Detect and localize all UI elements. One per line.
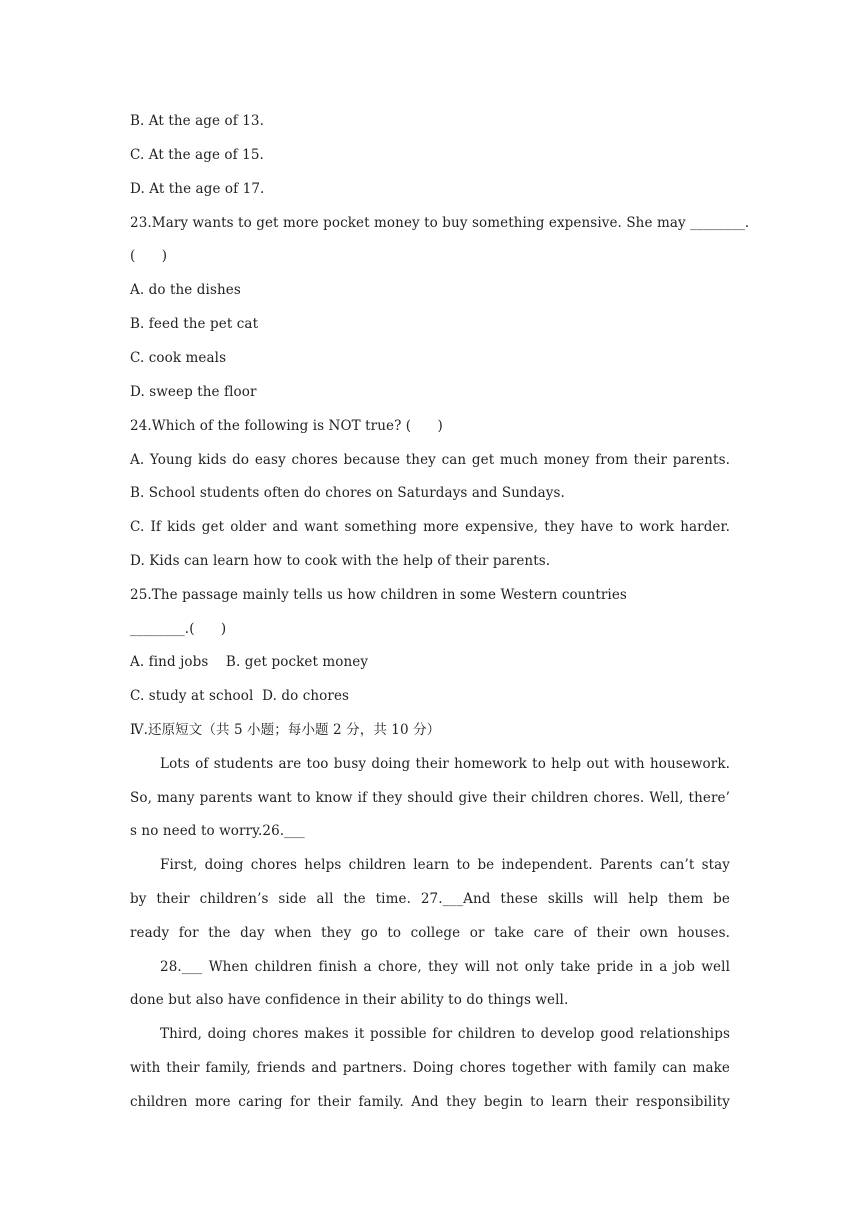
section-4-heading: Ⅳ.还原短文（共 5 小题；每小题 2 分，共 10 分）: [130, 722, 441, 738]
passage-paragraph-3-line-1: 28.___ When children finish a chore, they will not only take pride in a job well: [160, 959, 730, 975]
q24-option-b: B. School students often do chores on Saturdays and Sundays.: [130, 485, 565, 501]
passage-paragraph-4-line-2: with their family, friends and partners. Doing chores together with family can make: [130, 1060, 730, 1076]
passage-paragraph-2-line-2: by their children’s side all the time. 27.___And these skills will help them be: [130, 891, 730, 907]
passage-paragraph-1-line-3: s no need to worry.26.___: [130, 823, 305, 839]
q25-options-a-b: A. find jobs B. get pocket money: [130, 654, 369, 670]
passage-paragraph-1-line-1: Lots of students are too busy doing their homework to help out with housework.: [160, 756, 730, 772]
q23-option-b: B. feed the pet cat: [130, 316, 259, 332]
q23-option-d: D. sweep the floor: [130, 384, 257, 400]
passage-paragraph-4-line-1: Third, doing chores makes it possible for children to develop good relationships: [160, 1026, 730, 1042]
question-25: 25.The passage mainly tells us how children in some Western countries: [130, 587, 627, 603]
q24-option-d: D. Kids can learn how to cook with the help of their parents.: [130, 553, 551, 569]
q23-option-a: A. do the dishes: [130, 282, 241, 298]
q24-option-a: A. Young kids do easy chores because they can get much money from their parents.: [130, 452, 730, 468]
question-23: 23.Mary wants to get more pocket money to buy something expensive. She may ________.: [130, 215, 750, 231]
q24-option-c: C. If kids get older and want something more expensive, they have to work harder.: [130, 519, 730, 535]
q23-option-c: C. cook meals: [130, 350, 227, 366]
question-25-answer-blank: ________.( ): [130, 621, 227, 637]
passage-paragraph-2-line-3: ready for the day when they go to college or take care of their own houses.: [130, 925, 730, 941]
passage-paragraph-2-line-1: First, doing chores helps children learn to be independent. Parents can’t stay: [160, 857, 730, 873]
option-c-age-15: C. At the age of 15.: [130, 147, 264, 163]
passage-paragraph-1-line-2: So, many parents want to know if they should give their children chores. Well, there’: [130, 790, 730, 806]
q25-options-c-d: C. study at school D. do chores: [130, 688, 350, 704]
passage-paragraph-4-line-3: children more caring for their family. And they begin to learn their responsibility: [130, 1094, 730, 1110]
passage-paragraph-3-line-2: done but also have confidence in their ability to do things well.: [130, 992, 569, 1008]
question-24: 24.Which of the following is NOT true? ( ): [130, 418, 443, 434]
question-23-answer-blank: ( ): [130, 248, 168, 264]
option-b-age-13: B. At the age of 13.: [130, 113, 264, 129]
option-d-age-17: D. At the age of 17.: [130, 181, 265, 197]
